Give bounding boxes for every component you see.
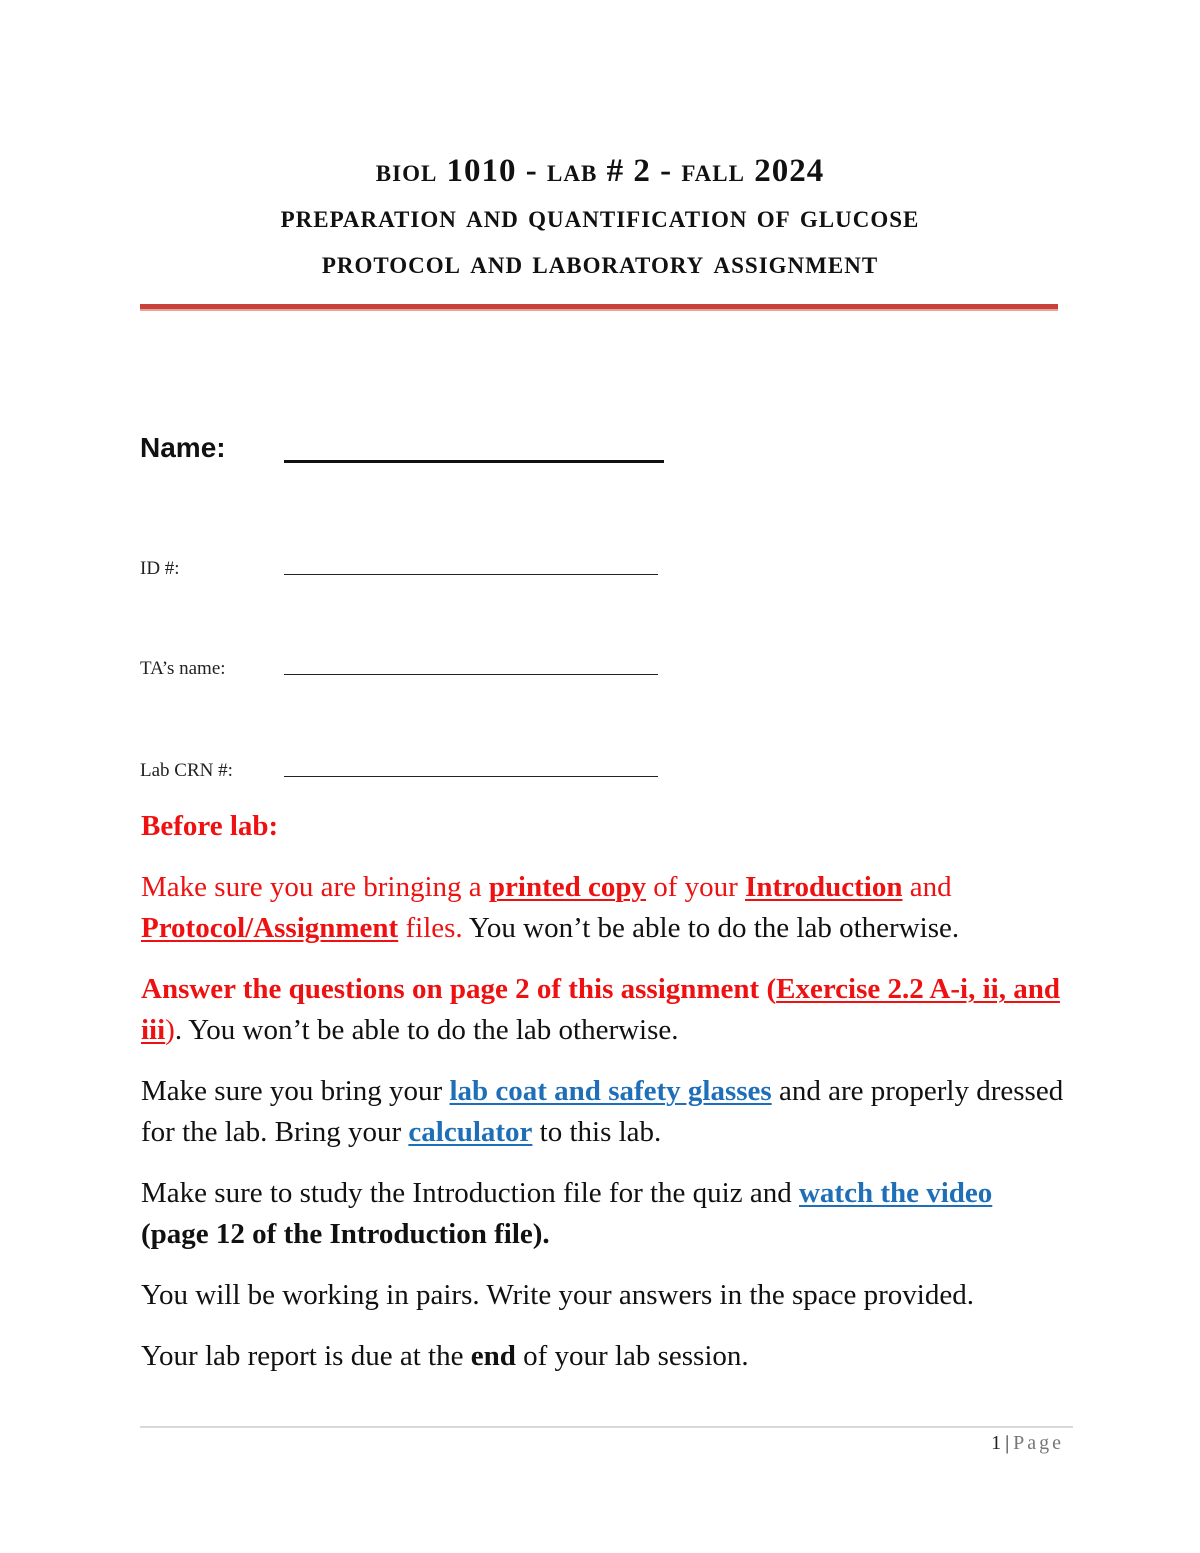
name-blank-line[interactable] — [284, 460, 664, 463]
p6-text-b: of your lab session. — [515, 1340, 749, 1372]
p3-text-b: and are properly dressed for the lab. Bring your — [141, 1075, 1064, 1148]
title-course-line: biol 1010 - lab # 2 - fall 2024 — [375, 153, 825, 189]
introduction-link[interactable]: Introduction — [745, 871, 903, 903]
p2-text-a: Answer the questions on page 2 of this assignment ( — [141, 973, 777, 1005]
paragraph-answer-questions — [141, 969, 1071, 1051]
document-title — [140, 148, 1060, 286]
page-number: 1 — [991, 1432, 1002, 1454]
p3-text-c: to this lab. — [532, 1116, 662, 1148]
paragraph-study-video — [141, 1173, 1071, 1255]
ta-name-label: TA’s name: — [140, 658, 226, 679]
calculator-link[interactable]: calculator — [408, 1116, 533, 1148]
lab-crn-label: Lab CRN #: — [140, 760, 233, 781]
id-blank-line[interactable] — [284, 574, 658, 575]
title-subtitle: protocol and laboratory assignment — [321, 245, 879, 281]
printed-copy-link[interactable]: printed copy — [488, 871, 646, 903]
before-lab-section — [141, 806, 1071, 1397]
p2-text-c: . You won’t be able to do the lab otherwise. — [174, 1014, 679, 1046]
footer-separator: | — [1005, 1432, 1010, 1454]
lab-coat-link[interactable]: lab coat and safety glasses — [449, 1075, 772, 1107]
ta-name-blank-line[interactable] — [284, 674, 658, 675]
p3-text-a: Make sure you bring your — [141, 1075, 450, 1107]
p2-text-b: ) — [165, 1014, 175, 1046]
id-label: ID #: — [140, 558, 180, 579]
footer-divider — [140, 1426, 1073, 1428]
page-footer — [991, 1432, 1064, 1455]
protocol-assignment-link[interactable]: Protocol/Assignment — [141, 912, 399, 944]
name-label: Name: — [140, 432, 226, 463]
p4-text-b: (page 12 of the Introduction file). — [141, 1218, 550, 1250]
page-word: Page — [1013, 1432, 1064, 1454]
p1-text-c: and — [902, 871, 952, 903]
p1-text-b: of your — [645, 871, 746, 903]
paragraph-due — [141, 1336, 1071, 1377]
paragraph-lab-coat — [141, 1071, 1071, 1153]
p6-text-bold: end — [470, 1340, 516, 1372]
p4-text-a: Make sure to study the Introduction file for the quiz and — [141, 1177, 799, 1209]
p1-text-a: Make sure you are bringing a — [141, 871, 489, 903]
paragraph-printed-copy — [141, 867, 1071, 949]
p1-text-e: You won’t be able to do the lab otherwise. — [462, 912, 960, 944]
watch-video-link[interactable]: watch the video — [798, 1177, 993, 1209]
exercise-link[interactable]: Exercise 2.2 A-i, ii, and iii — [141, 973, 1060, 1046]
title-divider-shadow — [140, 309, 1058, 311]
p6-text-a: Your lab report is due at the — [141, 1340, 471, 1372]
lab-crn-blank-line[interactable] — [284, 776, 658, 777]
p1-text-d: files. — [398, 912, 463, 944]
paragraph-pairs: You will be working in pairs. Write your answers in the space provided. — [141, 1279, 974, 1311]
before-lab-heading: Before lab: — [141, 810, 279, 842]
title-lab-name: preparation and quantification of glucose — [280, 199, 920, 235]
